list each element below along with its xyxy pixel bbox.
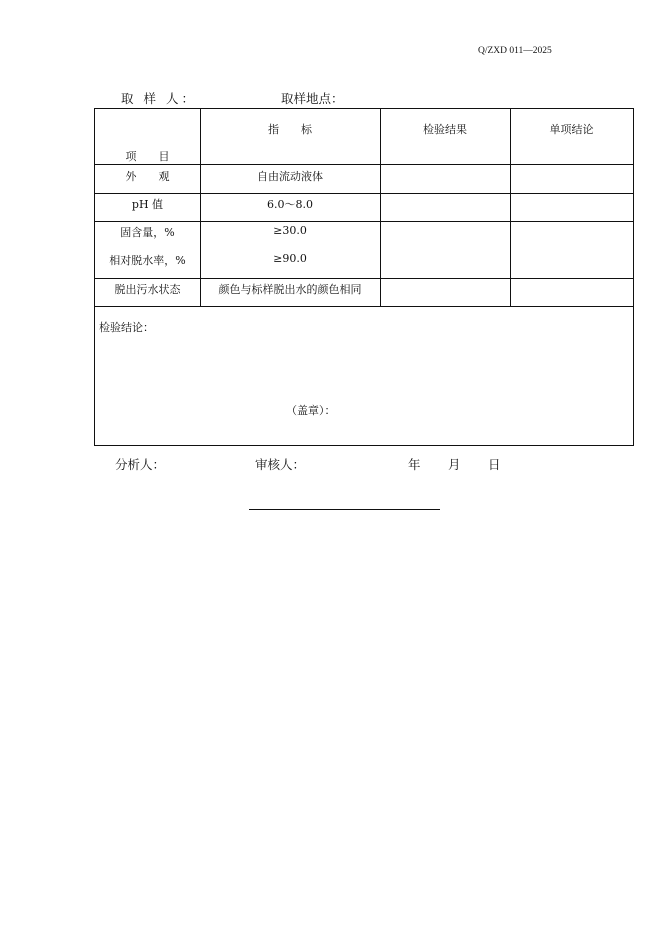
header-test-result: 检验结果 [423, 123, 467, 136]
header-item-conclusion: 单项结论 [549, 123, 594, 136]
row-effluent-state-item: 脱出污水状态 [114, 283, 181, 296]
row-dewatering-rate-indicator: ≥90.0 [273, 252, 307, 265]
row-solid-content-item: 固含量，% [120, 226, 175, 239]
row-divider [95, 193, 633, 194]
document-code: Q/ZXD 011—2025 [478, 46, 552, 56]
header-item: 项 目 [125, 150, 170, 163]
row-divider [95, 221, 633, 222]
row-appearance-item: 外 观 [125, 170, 170, 183]
row-ph-indicator: 6.0～8.0 [267, 198, 313, 211]
month-label: 月 [448, 457, 461, 472]
row-divider [95, 306, 633, 307]
inspection-conclusion-label: 检验结论： [99, 321, 154, 334]
reviewer-label: 审核人： [255, 457, 306, 472]
row-appearance-indicator: 自由流动液体 [257, 170, 323, 183]
row-ph-item: pH 值 [131, 198, 164, 211]
year-label: 年 [408, 457, 421, 472]
row-divider [95, 164, 633, 165]
analyst-label: 分析人： [115, 457, 166, 472]
row-dewatering-rate-item: 相对脱水率，% [109, 254, 186, 267]
row-divider [95, 278, 633, 279]
end-of-form-line [249, 509, 440, 510]
row-effluent-state-indicator: 颜色与标样脱出水的颜色相同 [218, 283, 362, 296]
header-indicator: 指 标 [268, 123, 312, 136]
inspection-table [94, 108, 634, 446]
row-solid-content-indicator: ≥30.0 [273, 224, 307, 237]
sampling-location-label: 取样地点： [281, 91, 344, 106]
sampler-label: 取 样 人： [121, 91, 197, 106]
stamp-label: （盖章）： [286, 404, 336, 417]
day-label: 日 [488, 457, 501, 472]
